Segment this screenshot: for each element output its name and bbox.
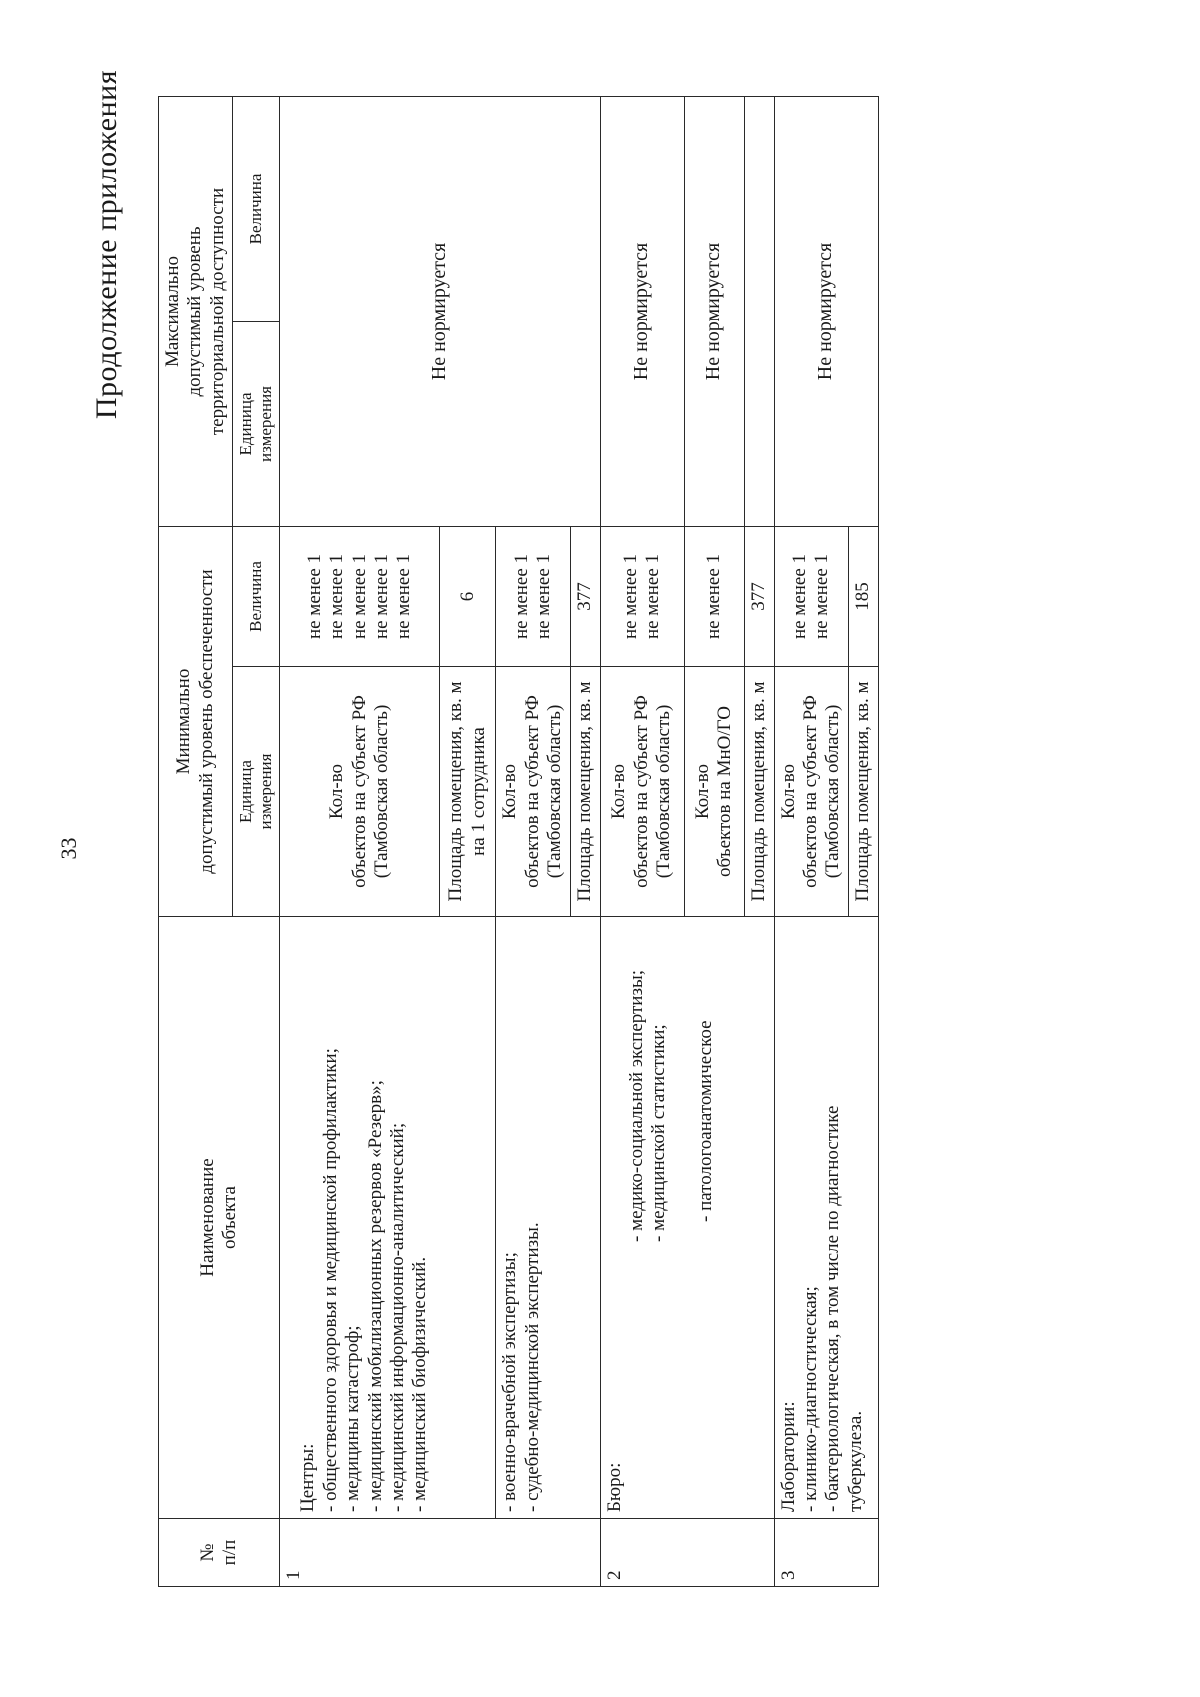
norms-table: [158, 96, 879, 1587]
value-item: не менее 1: [303, 553, 325, 640]
unit-cell: Кол-во объектов на субъект РФ (Тамбовская область): [774, 667, 848, 917]
header-min-level: Минимально допустимый уровень обеспеченности: [159, 526, 233, 916]
header-min-unit: Единица измерения: [233, 667, 280, 917]
value-item: не менее 1: [393, 553, 415, 640]
list-item: - медицинский мобилизационных резервов «Резерв»;: [364, 1080, 386, 1512]
list-item: - медицинский биофизический.: [409, 1256, 431, 1512]
table-row: [774, 96, 848, 1586]
row-title: Центры:: [297, 1443, 319, 1512]
value-cell: [496, 526, 570, 666]
value-cell: 6: [440, 526, 496, 666]
value-item: не менее 1: [642, 553, 664, 640]
row-num: 2: [600, 1519, 774, 1587]
value-cell: [774, 526, 848, 666]
list-item: - медицины катастроф;: [342, 1325, 364, 1512]
value-cell: [600, 526, 684, 666]
list-item: - судебно-медицинской экспертизы.: [521, 1222, 543, 1512]
table-row: [280, 96, 440, 1586]
value-item: не менее 1: [348, 553, 370, 640]
max-level-cell: Не нормируется: [600, 96, 684, 526]
value-cell: 185: [848, 526, 878, 666]
value-cell: 377: [744, 526, 774, 666]
header-max-level: Максимально допустимый уровень территориальной доступности: [159, 96, 233, 526]
list-item: - медицинской статистики;: [648, 1024, 670, 1242]
value-item: не менее 1: [532, 553, 554, 640]
row-name-centers: [280, 917, 496, 1519]
unit-cell: Кол-во объектов на субъект РФ (Тамбовская область): [600, 667, 684, 917]
empty-cell: [744, 96, 774, 526]
list-item: - медицинский информационно-аналитический;: [386, 1122, 408, 1512]
list-item: - бактериологическая, в том числе по диагностике: [822, 1105, 844, 1512]
row-name-expertise: [496, 917, 600, 1519]
max-level-cell: Не нормируется: [684, 96, 744, 526]
unit-cell: Кол-во объектов на субъект РФ (Тамбовская область): [280, 667, 440, 917]
list-item: - медико-социальной экспертизы;: [625, 969, 647, 1242]
header-max-unit: Единица измерения: [233, 321, 280, 526]
page-number: 33: [56, 837, 81, 860]
list-item: - военно-врачебной экспертизы;: [499, 1252, 521, 1512]
row-title: Лаборатории:: [777, 1401, 799, 1512]
header-num: № п/п: [159, 1519, 280, 1587]
max-level-cell: Не нормируется: [774, 96, 878, 526]
value-item: не менее 1: [371, 553, 393, 640]
value-item: не менее 1: [510, 553, 532, 640]
list-item: - патологоанатомическое: [694, 1020, 716, 1222]
unit-cell: Кол-во объектов на МнО/ГО: [684, 667, 744, 917]
header-min-value: Величина: [233, 526, 280, 666]
row-title: Бюро:: [603, 1462, 625, 1512]
header-name: Наименование объекта: [159, 917, 280, 1519]
unit-cell: Площадь помещения, кв. м: [570, 667, 600, 917]
unit-cell: Кол-во объектов на субъект РФ (Тамбовская область): [496, 667, 570, 917]
row-name-labs: [774, 917, 878, 1519]
max-level-cell: Не нормируется: [280, 96, 600, 526]
value-item: не менее 1: [326, 553, 348, 640]
table-row: [600, 96, 684, 1586]
row-num: 3: [774, 1519, 878, 1587]
table-header-row: [159, 96, 233, 1586]
value-cell: не менее 1: [684, 526, 744, 666]
unit-cell: Площадь помещения, кв. м: [744, 667, 774, 917]
unit-cell: Площадь помещения, кв. м на 1 сотрудника: [440, 667, 496, 917]
unit-cell: Площадь помещения, кв. м: [848, 667, 878, 917]
value-item: не менее 1: [619, 553, 641, 640]
value-item: не менее 1: [788, 553, 810, 640]
row-name-bureau: [600, 917, 774, 1519]
list-item: - клинико-диагностическая;: [799, 1286, 821, 1512]
header-max-value: Величина: [233, 96, 280, 321]
row-num: 1: [280, 1519, 600, 1587]
list-item: - общественного здоровья и медицинской профилактики;: [319, 1048, 341, 1512]
value-cell: [280, 526, 440, 666]
value-cell: 377: [570, 526, 600, 666]
value-item: не менее 1: [811, 553, 833, 640]
list-item: туберкулеза.: [844, 1410, 866, 1512]
continuation-title: Продолжение приложения: [90, 70, 123, 420]
